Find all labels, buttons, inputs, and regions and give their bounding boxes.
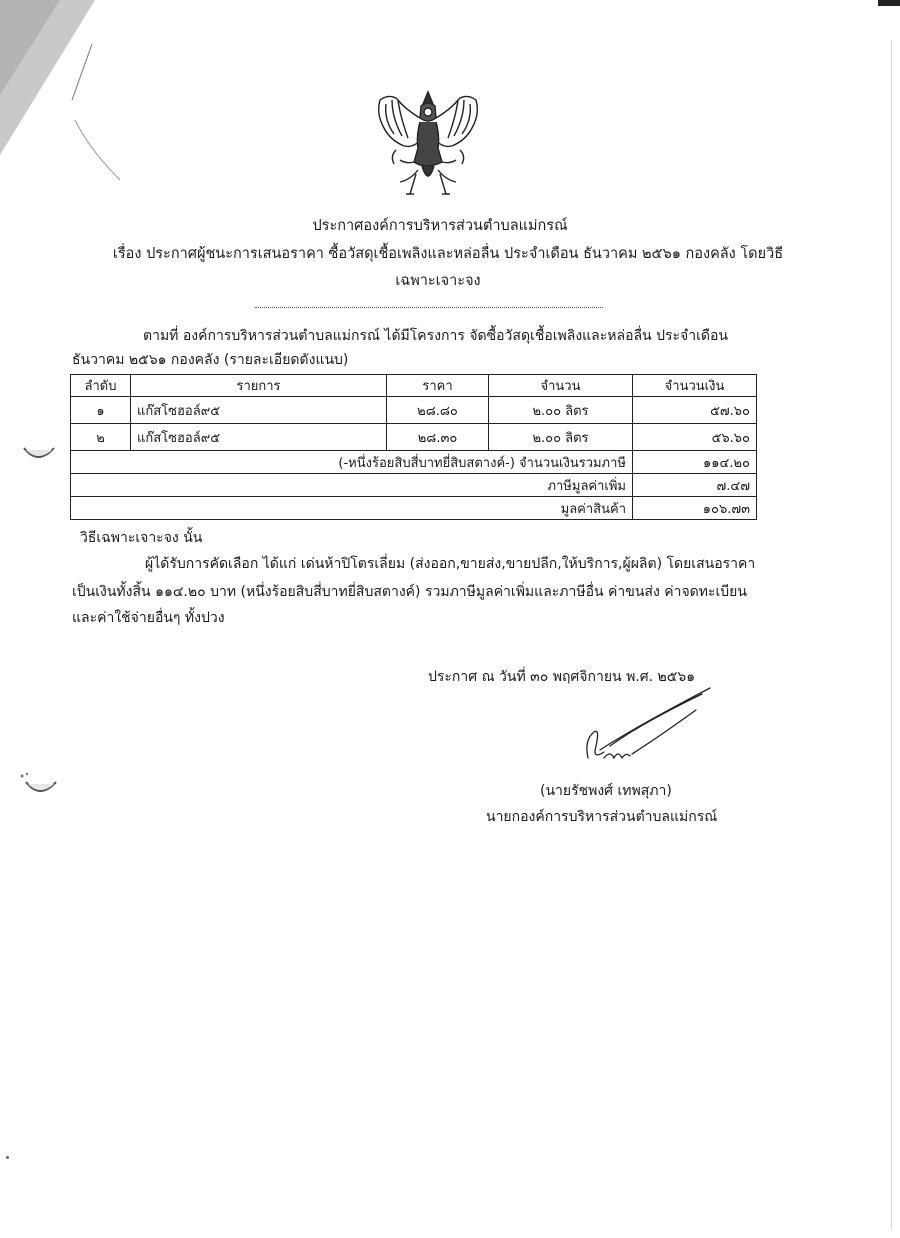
row-price: ๒๘.๘๐ [387, 397, 489, 424]
row-no: ๑ [71, 397, 131, 424]
header-no: ลำดับ [71, 375, 131, 397]
punch-hole-mark [22, 440, 56, 466]
net-label: มูลค่าสินค้า [71, 497, 633, 520]
announcement-subject: เรื่อง ประกาศผู้ชนะการเสนอราคา ซื้อวัสดุเชื้อเพลิงและหล่อลื่น ประจำเดือน ธันวาคม ๒๕๖๑ กองคลัง โดยวิธี [112, 246, 784, 262]
winner-paragraph-line2: เป็นเงินทั้งสิ้น ๑๑๔.๒๐ บาท (หนึ่งร้อยสิบสี่บาทยี่สิบสตางค์) รวมภาษีมูลค่าเพิ่มและภาษีอื่น ค่าขนส่ง ค่าจดทะเบียน [72, 584, 747, 600]
vat-label: ภาษีมูลค่าเพิ่ม [71, 474, 633, 497]
scan-speck [6, 1156, 9, 1159]
items-table [70, 374, 757, 520]
row-amount: ๕๖.๖๐ [633, 424, 757, 451]
row-no: ๒ [71, 424, 131, 451]
header-price: ราคา [387, 375, 489, 397]
row-item: แก๊สโซฮอล์๙๕ [131, 424, 387, 451]
intro-paragraph-line2: ธันวาคม ๒๕๖๑ กองคลัง (รายละเอียดดังแนบ) [72, 352, 349, 368]
table-row [71, 424, 757, 451]
winner-paragraph-line1: ผู้ได้รับการคัดเลือก ได้แก่ เด่นห้าปิโตรเลี่ยม (ส่งออก,ขายส่ง,ขายปลีก,ให้บริการ,ผู้ผลิต) โดยเสนอราคา [145, 556, 756, 572]
vat-amount: ๗.๔๗ [633, 474, 757, 497]
announcement-date: ประกาศ ณ วันที่ ๓๐ พฤศจิกายน พ.ศ. ๒๕๖๑ [428, 669, 696, 685]
header-item: รายการ [131, 375, 387, 397]
row-quantity: ๒.๐๐ ลิตร [489, 424, 633, 451]
punch-hole-mark [16, 770, 60, 800]
winner-paragraph-line3: และค่าใช้จ่ายอื่นๆ ทั้งปวง [72, 610, 225, 626]
header-amount: จำนวนเงิน [633, 375, 757, 397]
announcement-title: ประกาศองค์การบริหารส่วนตำบลแม่กรณ์ [312, 218, 568, 234]
intro-paragraph-line1: ตามที่ องค์การบริหารส่วนตำบลแม่กรณ์ ได้มีโครงการ จัดซื้อวัสดุเชื้อเพลิงและหล่อลื่น ประจำเดือน [143, 328, 728, 344]
handwritten-signature [570, 680, 720, 770]
net-row [71, 497, 757, 520]
vat-row [71, 474, 757, 497]
net-amount: ๑๐๖.๗๓ [633, 497, 757, 520]
total-row [71, 451, 757, 474]
table-row [71, 397, 757, 424]
folded-corner-shadow [0, 0, 140, 190]
row-item: แก๊สโซฮอล์๙๕ [131, 397, 387, 424]
header-quantity: จำนวน [489, 375, 633, 397]
row-quantity: ๒.๐๐ ลิตร [489, 397, 633, 424]
page-edge-shadow [891, 40, 892, 1230]
method-text: วิธีเฉพาะเจาะจง นั้น [80, 530, 203, 546]
signer-position: นายกองค์การบริหารส่วนตำบลแม่กรณ์ [486, 809, 718, 825]
total-label: (-หนึ่งร้อยสิบสี่บาทยี่สิบสตางค์-) จำนวนเงินรวมภาษี [71, 451, 633, 474]
signer-name: (นายรัชพงศ์ เทพสุภา) [540, 783, 672, 799]
garuda-emblem-icon [366, 90, 490, 202]
scan-edge-mark [878, 0, 900, 6]
dotted-divider [255, 307, 603, 308]
total-amount: ๑๑๔.๒๐ [633, 451, 757, 474]
row-amount: ๕๗.๖๐ [633, 397, 757, 424]
row-price: ๒๘.๓๐ [387, 424, 489, 451]
table-header-row [71, 375, 757, 397]
announcement-subject-cont: เฉพาะเจาะจง [395, 273, 481, 289]
